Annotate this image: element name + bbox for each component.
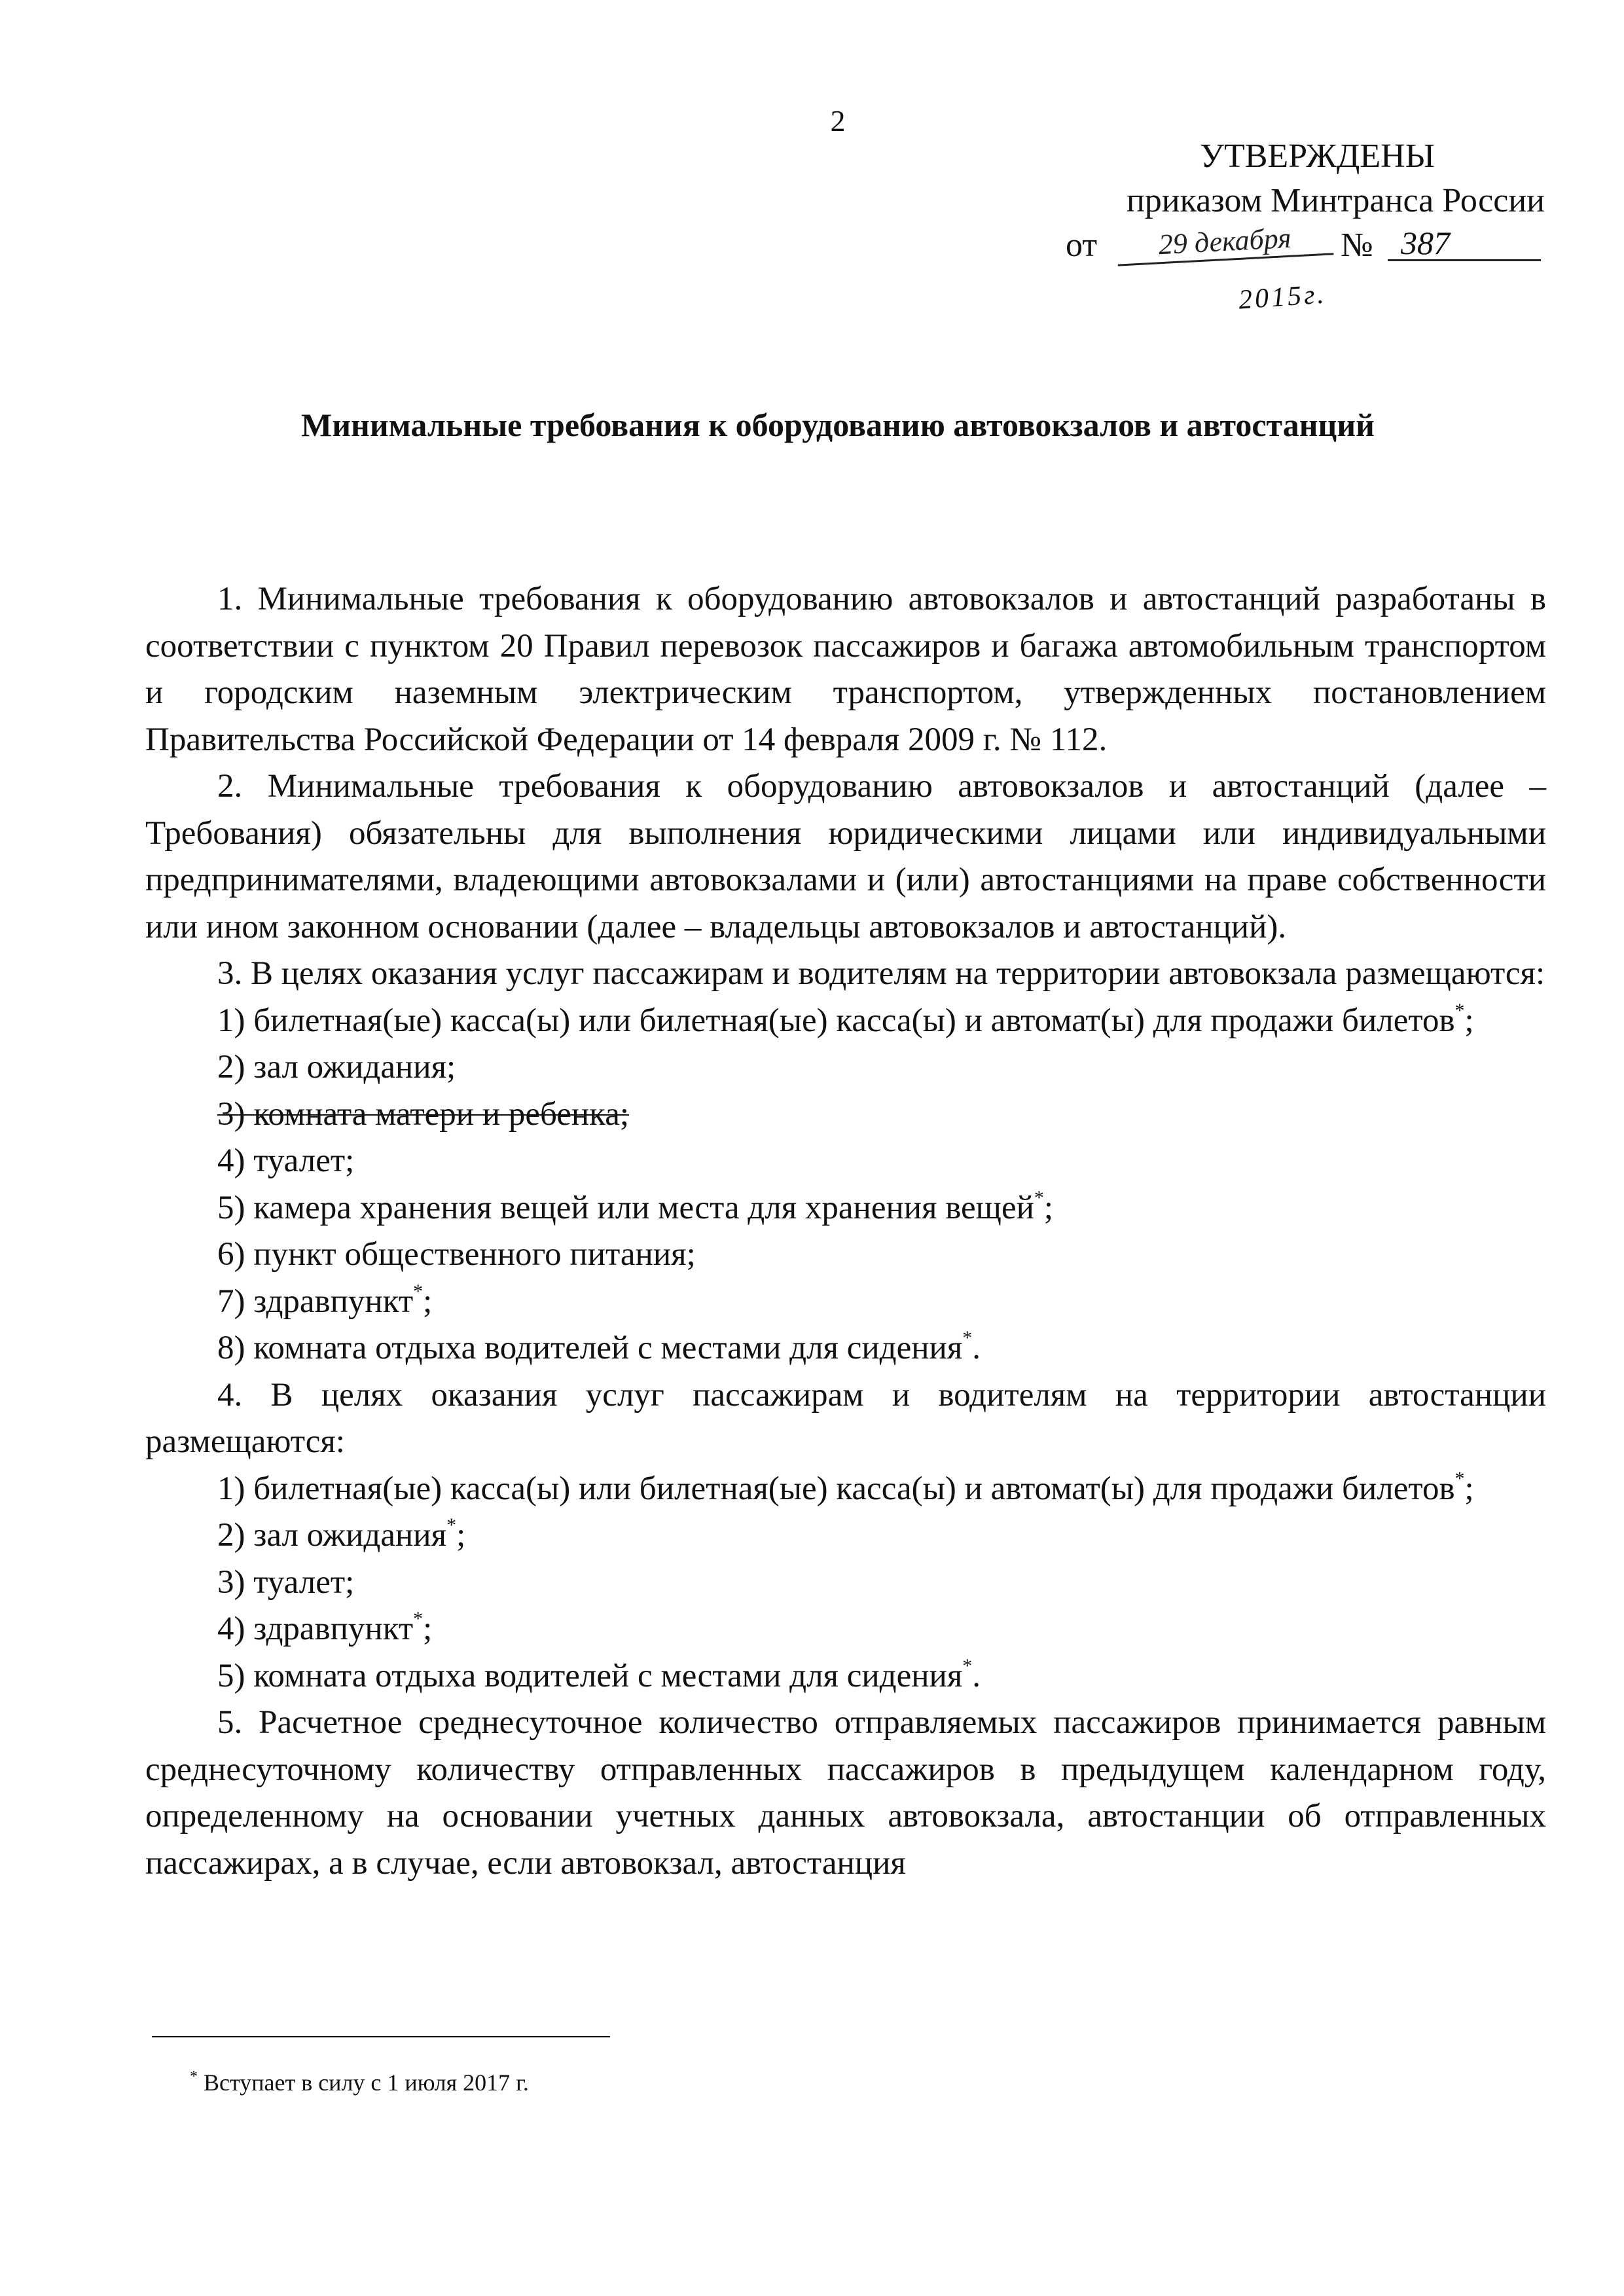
station-item-struck: 3) комната матери и ребенка; — [217, 1095, 630, 1133]
footnote-mark: * — [190, 2068, 198, 2085]
bus-stop-item: 5) комната отдыха водителей с местами для сидения*. — [217, 1654, 981, 1694]
station-item: 1) билетная(ые) касса(ы) или билетная(ые) касса(ы) и автомат(ы) для продажи билетов*; — [217, 999, 1474, 1039]
approval-stamp — [1060, 134, 1545, 276]
station-item: 6) пункт общественного питания; — [217, 1236, 696, 1273]
station-item: 5) камера хранения вещей или места для хранения вещей*; — [217, 1186, 1054, 1226]
page-number: 2 — [830, 104, 846, 137]
bus-stop-item: 1) билетная(ые) касса(ы) или билетная(ые) касса(ы) и автомат(ы) для продажи билетов*; — [217, 1467, 1474, 1507]
footnote-divider — [152, 2036, 610, 2037]
document-body — [145, 576, 1546, 1887]
order-by-line: приказом Минтранса России — [1126, 182, 1545, 219]
approved-heading: УТВЕРЖДЕНЫ — [1200, 137, 1435, 175]
bus-stop-item: 2) зал ожидания*; — [217, 1514, 466, 1554]
footnote-text: Вступает в силу с 1 июля 2017 г. — [198, 2069, 529, 2096]
station-item: 8) комната отдыха водителей с местами для сидения*. — [217, 1327, 981, 1366]
footnote — [190, 2069, 529, 2096]
document-title: Минимальные требования к оборудованию автовокзалов и автостанций — [301, 407, 1375, 443]
paragraph-2: 2. Минимальные требования к оборудованию автовокзалов и автостанций (далее – Требования) обязательны для выполнения юридическими лицами или индивидуальными предпринимателями, владеющими автовокзалами и (или) автостанциями на праве собственности или ином законном основании (далее – владельцы автовокзалов и автостанций). — [145, 768, 1546, 945]
handwritten-year: 2015г. — [1237, 279, 1327, 316]
paragraph-4: 4. В целях оказания услуг пассажирам и водителям на территории автостанции размещаются: — [145, 1376, 1546, 1460]
bus-stop-item: 3) туалет; — [217, 1563, 355, 1601]
paragraph-3: 3. В целях оказания услуг пассажирам и водителям на территории автовокзала размещаются: — [217, 955, 1545, 992]
handwritten-date: 29 декабря — [1116, 213, 1334, 266]
paragraph-1: 1. Минимальные требования к оборудованию автовокзалов и автостанций разработаны в соответствии с пунктом 20 Правил перевозок пассажиров и багажа автомобильным транспортом и городским наземным электрическим транспортом, утвержденных постановлением Правительства Российской Федерации от 14 февраля 2009 г. № 112. — [145, 581, 1546, 758]
station-item: 2) зал ожидания; — [217, 1049, 456, 1085]
order-date-number-line — [1060, 223, 1545, 276]
station-item: 7) здравпункт*; — [217, 1280, 433, 1320]
station-item: 4) туалет; — [217, 1142, 355, 1179]
paragraph-5: 5. Расчетное среднесуточное количество отправляемых пассажиров принимается равным среднесуточному количеству отправленных пассажиров в предыдущем календарном году, определенному на основании учетных данных автовокзала, автостанции об отправленных пассажирах, а в случае, если автовокзал, автостанция — [145, 1704, 1546, 1882]
handwritten-order-number: 387 — [1388, 221, 1541, 261]
from-label: от — [1066, 227, 1098, 264]
number-label: № — [1341, 227, 1373, 264]
bus-stop-item: 4) здравпункт*; — [217, 1608, 433, 1647]
